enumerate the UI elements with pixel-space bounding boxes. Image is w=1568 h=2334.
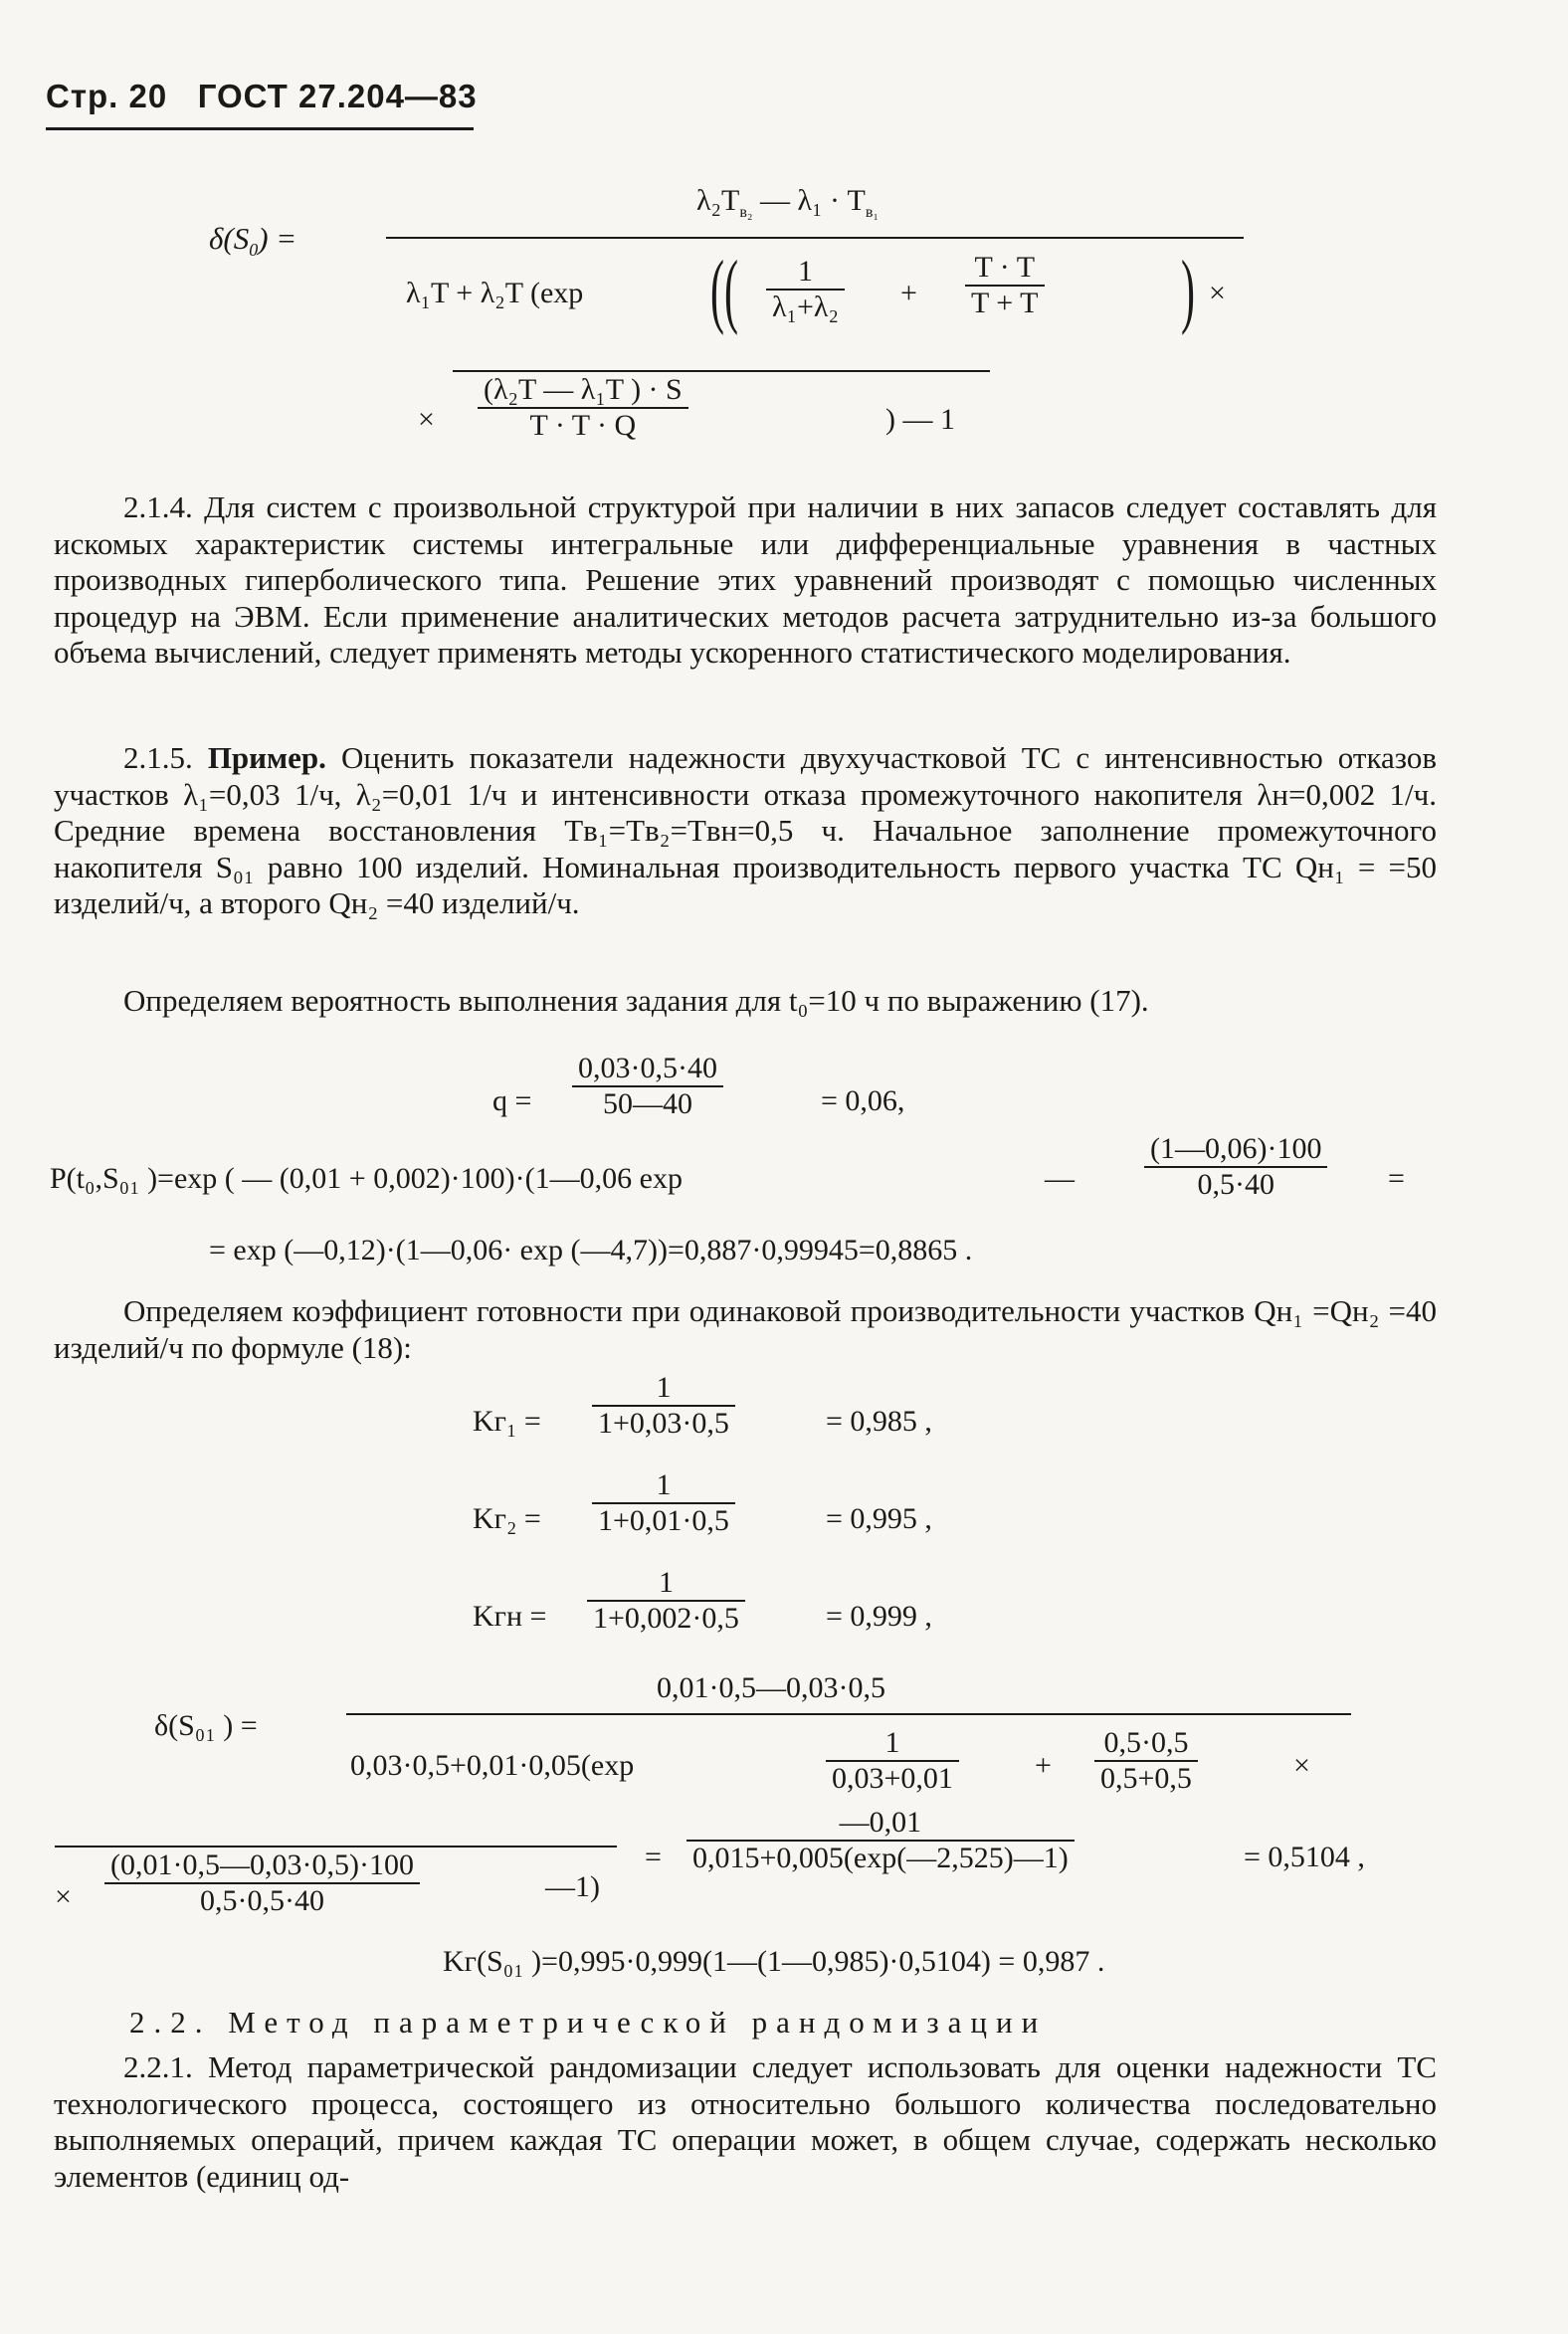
- formula-top-lhs: $\delta(S_0)$ =: [209, 221, 297, 261]
- example-label: Пример.: [207, 740, 326, 775]
- p-frac: $\frac{(1—0,06)\cdot 100}{0,5\cdot 40}$: [1144, 1132, 1327, 1202]
- formula-top-times: ×: [1209, 277, 1226, 309]
- paren-close: ): [1180, 244, 1195, 336]
- paragraph-2-2-1: 2.2.1. Метод параметрической рандомизации следует использовать для оценки надежности ТС технологического процесса, состоящего из относительно большого количества последовательно выполняемых операций, причем каждая ТС операции может, в общем случае, содержать несколько элементов (единиц од-: [54, 2049, 1437, 2194]
- delta-den-left: 0,03·0,5+0,01·0,05(exp: [350, 1749, 635, 1782]
- section-title-2-2: 2.2. Метод параметрической рандомизации: [129, 2005, 1048, 2040]
- delta-lhs: δ(S₀₁ ) =: [154, 1709, 258, 1742]
- paragraph-probability: Определяем вероятность выполнения задания для t₀=10 ч по выражению (17).: [123, 983, 1149, 1018]
- p-rhs: =: [1388, 1162, 1405, 1195]
- delta-cont-bar: [55, 1846, 617, 1848]
- delta-result-frac: $\frac{—0,01}{0,015+0,005(\exp(—2,525)—1)}$: [686, 1806, 1075, 1875]
- delta-num: 0,01·0,5—0,03·0,5: [657, 1671, 885, 1704]
- paragraph-2-1-5: 2.1.5. Пример. Оценить показатели надежности двухучастковой ТС с интенсивностью отказов участков λ₁=0,03 1/ч, λ₂=0,01 1/ч и интенсивности отказа промежуточного накопителя λн=0,002 1/ч. Средние времена восстановления Tв₁=Tв₂=Tвн=0,5 ч. Начальное заполнение промежуточного накопителя S₀₁ равно 100 изделий. Номинальная производительность первого участка ТС Qн₁ = =50 изделий/ч, а второго Qн₂ =40 изделий/ч.: [54, 740, 1437, 920]
- p-lhs: P(t₀,S₀₁ )=exp ( — (0,01 + 0,002)·100)·(1—0,06 exp: [50, 1162, 683, 1195]
- formula-top-denominator-left: λ₁T + λ₂T (exp: [406, 277, 584, 309]
- q-lhs: q =: [492, 1084, 532, 1117]
- page-header: [46, 78, 478, 115]
- q-frac: $\frac{0,03\cdot 0,5\cdot 40}{50—40}$: [572, 1052, 723, 1121]
- paragraph-readiness: Определяем коэффициент готовности при одинаковой производительности участков Qн₁ =Qн₂ =40 изделий/ч по формуле (18):: [54, 1293, 1437, 1365]
- formula-top-plus: +: [900, 277, 917, 309]
- formula-top-cont-bar: [453, 370, 990, 372]
- q-rhs: = 0,06,: [821, 1084, 905, 1117]
- paragraph-2-1-4: 2.1.4. Для систем с произвольной структурой при наличии в них запасов следует составлять для искомых характеристик системы интегральные или дифференциальные уравнения в частных производных гиперболического типа. Решение этих уравнений производят с помощью численных процедур на ЭВМ. Если применение аналитических методов расчета затруднительно из-за большого объема вычислений, следует применять методы ускоренного статистического моделирования.: [54, 489, 1437, 670]
- p-line2: = exp (—0,12)·(1—0,06· exp (—4,7))=0,887·0,99945=0,8865 .: [209, 1234, 973, 1266]
- standard-number: ГОСТ 27.204—83: [197, 78, 478, 114]
- header-rule: [46, 127, 474, 130]
- document-page: Стр. 20 ГОСТ 27.204—83 $\delta(S_0)$ = $\lambda_2T_{в_2}$ — $\lambda_1 \cdot T_{в_1}$ λ₁T + λ₂T (exp (( $\frac{1}{\text{λ₁+λ₂}}$ + $\frac{T \cdot T}{T + T}$ ) × × $\frac{\text{(λ₂T — λ₁T ) · S}}{T \cdot T \cdot Q}$ ) — 1 2.1.4. Для систем с произвольной структурой при наличии в них запасов следует составлять для искомых характеристик системы интегральные или дифференциальные уравнения в частных производных гиперболического типа. Решение этих уравнений производят с помощью численных процедур на ЭВМ. Если применение аналитических методов расчета затруднительно из-за большого объема вычислений, следует применять методы ускоренного статистического моделирования. 2.1.5. Пример. Оценить показатели надежности двухучастковой ТС с интенсивностью отказов участков λ₁=0,03 1/ч, λ₂=0,01 1/ч и интенсивности отказа промежуточного накопителя λн=0,002 1/ч. Средние времена восстановления Tв₁=Tв₂=Tвн=0,5 ч. Начальное заполнение промежуточного накопителя S₀₁ равно 100 изделий. Номинальная производительность первого участка ТС Qн₁ = =50 изделий/ч, а второго Qн₂ =40 изделий/ч. Определяем вероятность выполнения задания для t₀=10 ч по выражению (17). q = $\frac{0,03\cdot 0,5\cdot 40}{50—40}$ = 0,06, P(t₀,S₀₁ )=exp ( — (0,01 + 0,002)·100)·(1—0,06 exp — $\frac{(1—0,06)\cdot 100}{0,5\cdot 40}$ = = exp (—0,12)·(1—0,06· exp (—4,7))=0,887·0,99945=0,8865 . Определяем коэффициент готовности при одинаковой производительности участков Qн₁ =Qн₂ =40 изделий/ч по формуле (18): Kг₁ = $\frac{1}{1+0,03\cdot 0,5}$ = 0,985 , Kг₂ = $\frac{1}{1+0,01\cdot 0,5}$ = 0,995 , Kгн = $\frac{1}{1+0,002\cdot 0,5}$ = 0,999 , δ(S₀₁ ) = 0,01·0,5—0,03·0,5 0,03·0,5+0,01·0,05(exp $\frac{1}{0,03+0,01}$ + $\frac{0,5\cdot 0,5}{0,5+0,5}$ × × $\frac{(0,01\cdot 0,5—0,03\cdot 0,5)\cdot 100}{0,5\cdot 0,5\cdot 40}$ —1) = $\frac{—0,01}{0,015+0,005(\exp(—2,525)—1)}$ = 0,5104 , Kг(S₀₁ )=0,995·0,999(1—(1—0,985)·0,5104) = 0,987 . 2.2. Метод параметрической рандомизации 2.2.1. Метод параметрической рандомизации следует использовать для оценки надежности ТС технологического процесса, состоящего из относительно большого количества последовательно выполняемых операций, причем каждая ТС операции может, в общем случае, содержать несколько элементов (единиц од-: [46, 78, 1437, 2194]
- page-number: Стр. 20: [46, 78, 168, 114]
- delta-inner-frac-1: $\frac{1}{0,03+0,01}$: [826, 1726, 959, 1796]
- formula-top-cont-tail: ) — 1: [885, 403, 955, 436]
- delta-cont-frac: $\frac{(0,01\cdot 0,5—0,03\cdot 0,5)\cdot 100}{0,5\cdot 0,5\cdot 40}$: [104, 1848, 420, 1918]
- delta-main-bar: [346, 1713, 1351, 1715]
- formula-top-cont-frac: $\frac{\text{(λ₂T — λ₁T ) · S}}{T \cdot T \cdot Q}$: [478, 373, 688, 443]
- paren-open: ((: [709, 244, 738, 336]
- formula-top-main-bar: [386, 237, 1244, 239]
- formula-top-inner-frac-2: $\frac{T \cdot T}{T + T}$: [965, 251, 1045, 320]
- kg-final-equation: Kг(S₀₁ )=0,995·0,999(1—(1—0,985)·0,5104) = 0,987 .: [443, 1945, 1105, 1978]
- formula-top-cont-times: ×: [418, 403, 435, 436]
- p-minus: —: [1045, 1162, 1075, 1195]
- delta-inner-frac-2: $\frac{0,5\cdot 0,5}{0,5+0,5}$: [1094, 1726, 1198, 1796]
- formula-top-inner-frac: $\frac{1}{\text{λ₁+λ₂}}$: [766, 255, 845, 324]
- formula-top-numerator: $\lambda_2T_{в_2}$ — $\lambda_1 \cdot T_{в_1}$: [696, 184, 879, 221]
